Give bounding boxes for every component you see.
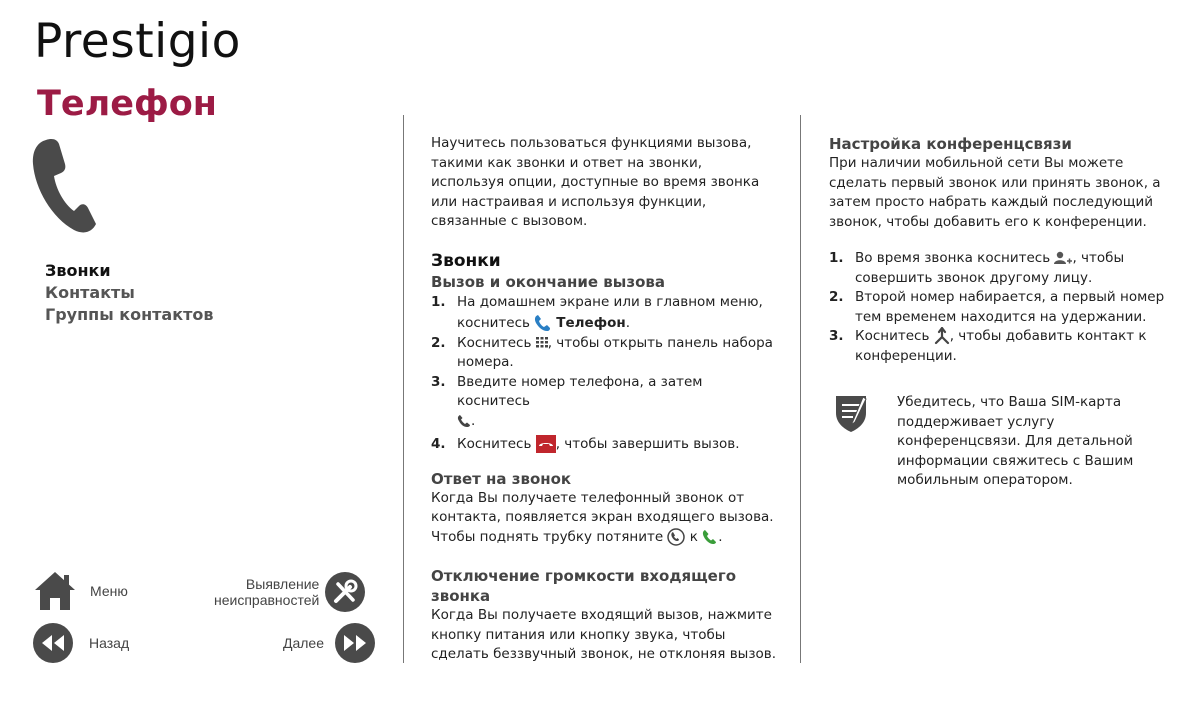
dialpad-icon xyxy=(536,337,548,349)
troubleshoot-button[interactable] xyxy=(214,572,365,612)
conference-column xyxy=(829,134,1171,491)
intro-text: Научитесь пользоваться функциями вызова, такими как звонки и ответ на звонки, используя опции, доступные во время звонка или настраивая и используя функции, связанные с вызовом. xyxy=(431,135,760,229)
tools-icon xyxy=(325,572,365,612)
calls-heading: Звонки xyxy=(431,250,501,271)
table-of-contents xyxy=(45,260,213,326)
call-step: 3. Введите номер телефона, а затем коснитесь . xyxy=(431,373,703,429)
conference-steps-list xyxy=(829,249,1171,366)
call-end-heading: Вызов и окончание вызова xyxy=(431,272,666,291)
note-text: Убедитесь, что Ваша SIM-карта поддерживает услугу конференцсвязи. Для детальной информации свяжитесь с Вашим мобильным оператором. xyxy=(897,394,1134,488)
back-button[interactable] xyxy=(33,623,129,663)
call-step: 2. Коснитесь , чтобы открыть панель набора номера. xyxy=(431,334,773,370)
menu-button[interactable] xyxy=(33,570,128,612)
conference-step: 1. Во время звонка коснитесь , чтобы совершить звонок другому лицу. xyxy=(829,250,1125,286)
home-icon xyxy=(33,570,77,612)
phone-icon xyxy=(28,134,100,236)
answer-instruction: Чтобы поднять трубку потяните к . xyxy=(431,528,723,545)
conference-intro: При наличии мобильной сети Вы можете сделать первый звонок или принять звонок, а затем просто набрать каждый последующий звонок, чтобы добавить его к конференции. xyxy=(829,155,1161,230)
calls-column xyxy=(431,134,776,665)
toc-item-contact-groups[interactable]: Группы контактов xyxy=(45,305,214,324)
next-button[interactable] xyxy=(283,623,375,663)
note-icon xyxy=(833,393,869,433)
add-call-icon xyxy=(1054,251,1072,265)
troubleshoot-label-line1: Выявление xyxy=(245,576,320,592)
merge-call-icon xyxy=(934,327,950,345)
column-divider-left xyxy=(403,115,404,663)
conference-step: 3. Коснитесь , чтобы добавить контакт к конференции. xyxy=(829,328,1147,364)
note-block xyxy=(829,393,1171,491)
next-label: Далее xyxy=(283,635,325,651)
troubleshoot-label-line2: неисправностей xyxy=(214,592,320,608)
mute-heading: Отключение громкости входящего звонка xyxy=(431,567,736,605)
conference-heading: Настройка конференцсвязи xyxy=(829,135,1072,153)
mute-text: Когда Вы получаете входящий вызов, нажмите кнопку питания или кнопку звука, чтобы сделать беззвучный звонок, не отклоняя вызов. xyxy=(431,607,777,662)
call-step: 4. Коснитесь , чтобы завершить вызов. xyxy=(431,436,740,452)
green-phone-icon xyxy=(702,529,718,545)
phone-app-icon xyxy=(534,314,556,332)
conference-step: 2. Второй номер набирается, а первый номер тем временем находится на удержании. xyxy=(829,289,1165,325)
call-steps-list xyxy=(431,292,776,455)
back-label: Назад xyxy=(89,635,130,651)
dial-call-icon xyxy=(457,414,471,428)
brand-logo: Prestigio xyxy=(34,14,241,69)
answer-heading: Ответ на звонок xyxy=(431,469,572,488)
rewind-icon xyxy=(33,623,73,663)
fast-forward-icon xyxy=(335,623,375,663)
answer-slider-icon xyxy=(667,528,685,546)
menu-label: Меню xyxy=(90,583,128,599)
end-call-icon xyxy=(536,435,556,453)
toc-item-calls[interactable]: Звонки xyxy=(45,261,111,280)
toc-item-contacts[interactable]: Контакты xyxy=(45,283,135,302)
answer-text: Когда Вы получаете телефонный звонок от контакта, появляется экран входящего вызова. xyxy=(431,489,774,525)
column-divider-right xyxy=(800,115,801,663)
page-title: Телефон xyxy=(37,84,217,124)
call-step: 1. На домашнем экране или в главном меню, коснитесь Телефон. xyxy=(431,293,763,331)
